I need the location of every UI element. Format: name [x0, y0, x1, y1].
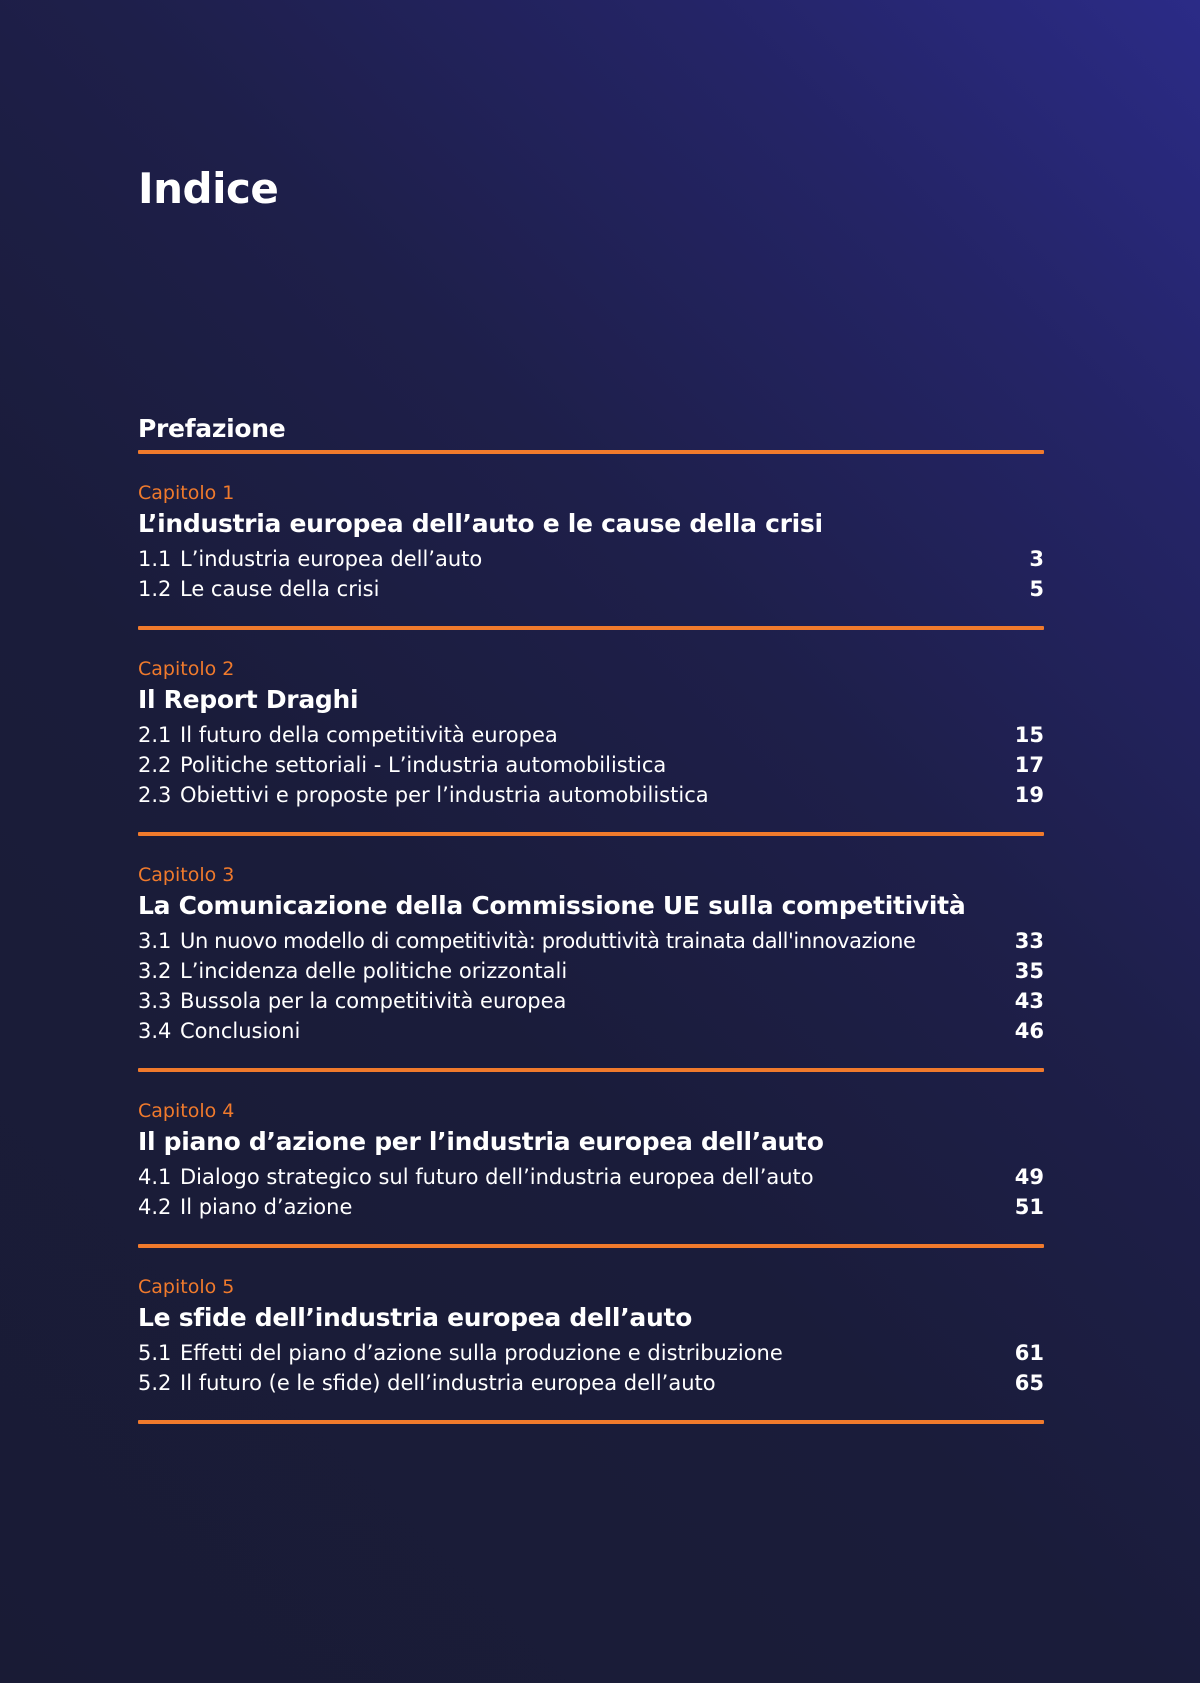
toc-entry[interactable]	[138, 780, 1044, 810]
chapter-5	[138, 1248, 1044, 1420]
page-number: 19	[1014, 783, 1044, 807]
chapter-title[interactable]: La Comunicazione della Commissione UE sulla competitività	[138, 891, 966, 920]
chapter-label: Capitolo 3	[138, 864, 235, 886]
section-number: 4.1	[138, 1165, 172, 1189]
page-number: 15	[1014, 723, 1044, 747]
chapter-title[interactable]: Il piano d’azione per l’industria europea dell’auto	[138, 1127, 824, 1156]
chapter-2	[138, 630, 1044, 832]
page-number: 33	[1014, 929, 1044, 953]
chapter-title[interactable]: L’industria europea dell’auto e le cause della crisi	[138, 509, 823, 538]
section-number: 3.1	[138, 929, 172, 953]
toc-entry[interactable]	[138, 1162, 1044, 1192]
chapter-3	[138, 836, 1044, 1068]
toc-entry[interactable]	[138, 1016, 1044, 1046]
page-number: 65	[1014, 1371, 1044, 1395]
divider	[138, 1420, 1044, 1424]
section-title: Il futuro (e le sfide) dell’industria europea dell’auto	[180, 1371, 716, 1395]
section-number: 2.3	[138, 783, 172, 807]
section-number: 4.2	[138, 1195, 172, 1219]
section-number: 1.1	[138, 547, 172, 571]
toc-entry[interactable]	[138, 1368, 1044, 1398]
section-title: Un nuovo modello di competitività: produttività trainata dall'innovazione	[180, 929, 916, 953]
section-title: Le cause della crisi	[180, 577, 380, 601]
section-number: 5.1	[138, 1341, 172, 1365]
page-number: 43	[1014, 989, 1044, 1013]
section-number: 3.3	[138, 989, 172, 1013]
section-title: Effetti del piano d’azione sulla produzione e distribuzione	[180, 1341, 783, 1365]
section-title: L’incidenza delle politiche orizzontali	[180, 959, 568, 983]
section-title: Bussola per la competitività europea	[180, 989, 567, 1013]
chapter-label: Capitolo 1	[138, 482, 235, 504]
page-number: 5	[1029, 577, 1044, 601]
toc-entry[interactable]	[138, 926, 1044, 956]
page-number: 61	[1014, 1341, 1044, 1365]
toc-entry[interactable]	[138, 544, 1044, 574]
page-number: 51	[1014, 1195, 1044, 1219]
section-number: 2.1	[138, 723, 172, 747]
toc-entry[interactable]	[138, 720, 1044, 750]
preface-entry[interactable]: Prefazione	[138, 414, 286, 443]
chapter-4	[138, 1072, 1044, 1244]
section-title: Conclusioni	[180, 1019, 301, 1043]
page-number: 35	[1014, 959, 1044, 983]
chapter-title[interactable]: Il Report Draghi	[138, 685, 359, 714]
chapter-label: Capitolo 4	[138, 1100, 235, 1122]
section-title: Dialogo strategico sul futuro dell’industria europea dell’auto	[180, 1165, 814, 1189]
section-number: 3.4	[138, 1019, 172, 1043]
toc-entry[interactable]	[138, 750, 1044, 780]
section-title: Politiche settoriali - L’industria automobilistica	[180, 753, 667, 777]
chapter-1	[138, 454, 1044, 626]
section-title: Il futuro della competitività europea	[180, 723, 558, 747]
section-number: 5.2	[138, 1371, 172, 1395]
chapter-label: Capitolo 5	[138, 1276, 235, 1298]
section-number: 1.2	[138, 577, 172, 601]
chapter-title[interactable]: Le sfide dell’industria europea dell’auto	[138, 1303, 692, 1332]
table-of-contents	[138, 410, 1044, 1424]
section-title: Obiettivi e proposte per l’industria automobilistica	[180, 783, 709, 807]
section-title: L’industria europea dell’auto	[180, 547, 483, 571]
toc-entry[interactable]	[138, 986, 1044, 1016]
section-title: Il piano d’azione	[180, 1195, 353, 1219]
page-number: 3	[1029, 547, 1044, 571]
section-number: 3.2	[138, 959, 172, 983]
page-title: Indice	[138, 164, 279, 213]
page-number: 46	[1014, 1019, 1044, 1043]
toc-entry[interactable]	[138, 574, 1044, 604]
toc-entry[interactable]	[138, 956, 1044, 986]
toc-entry[interactable]	[138, 1338, 1044, 1368]
section-number: 2.2	[138, 753, 172, 777]
page-number: 49	[1014, 1165, 1044, 1189]
toc-entry[interactable]	[138, 1192, 1044, 1222]
page-number: 17	[1014, 753, 1044, 777]
chapter-label: Capitolo 2	[138, 658, 235, 680]
